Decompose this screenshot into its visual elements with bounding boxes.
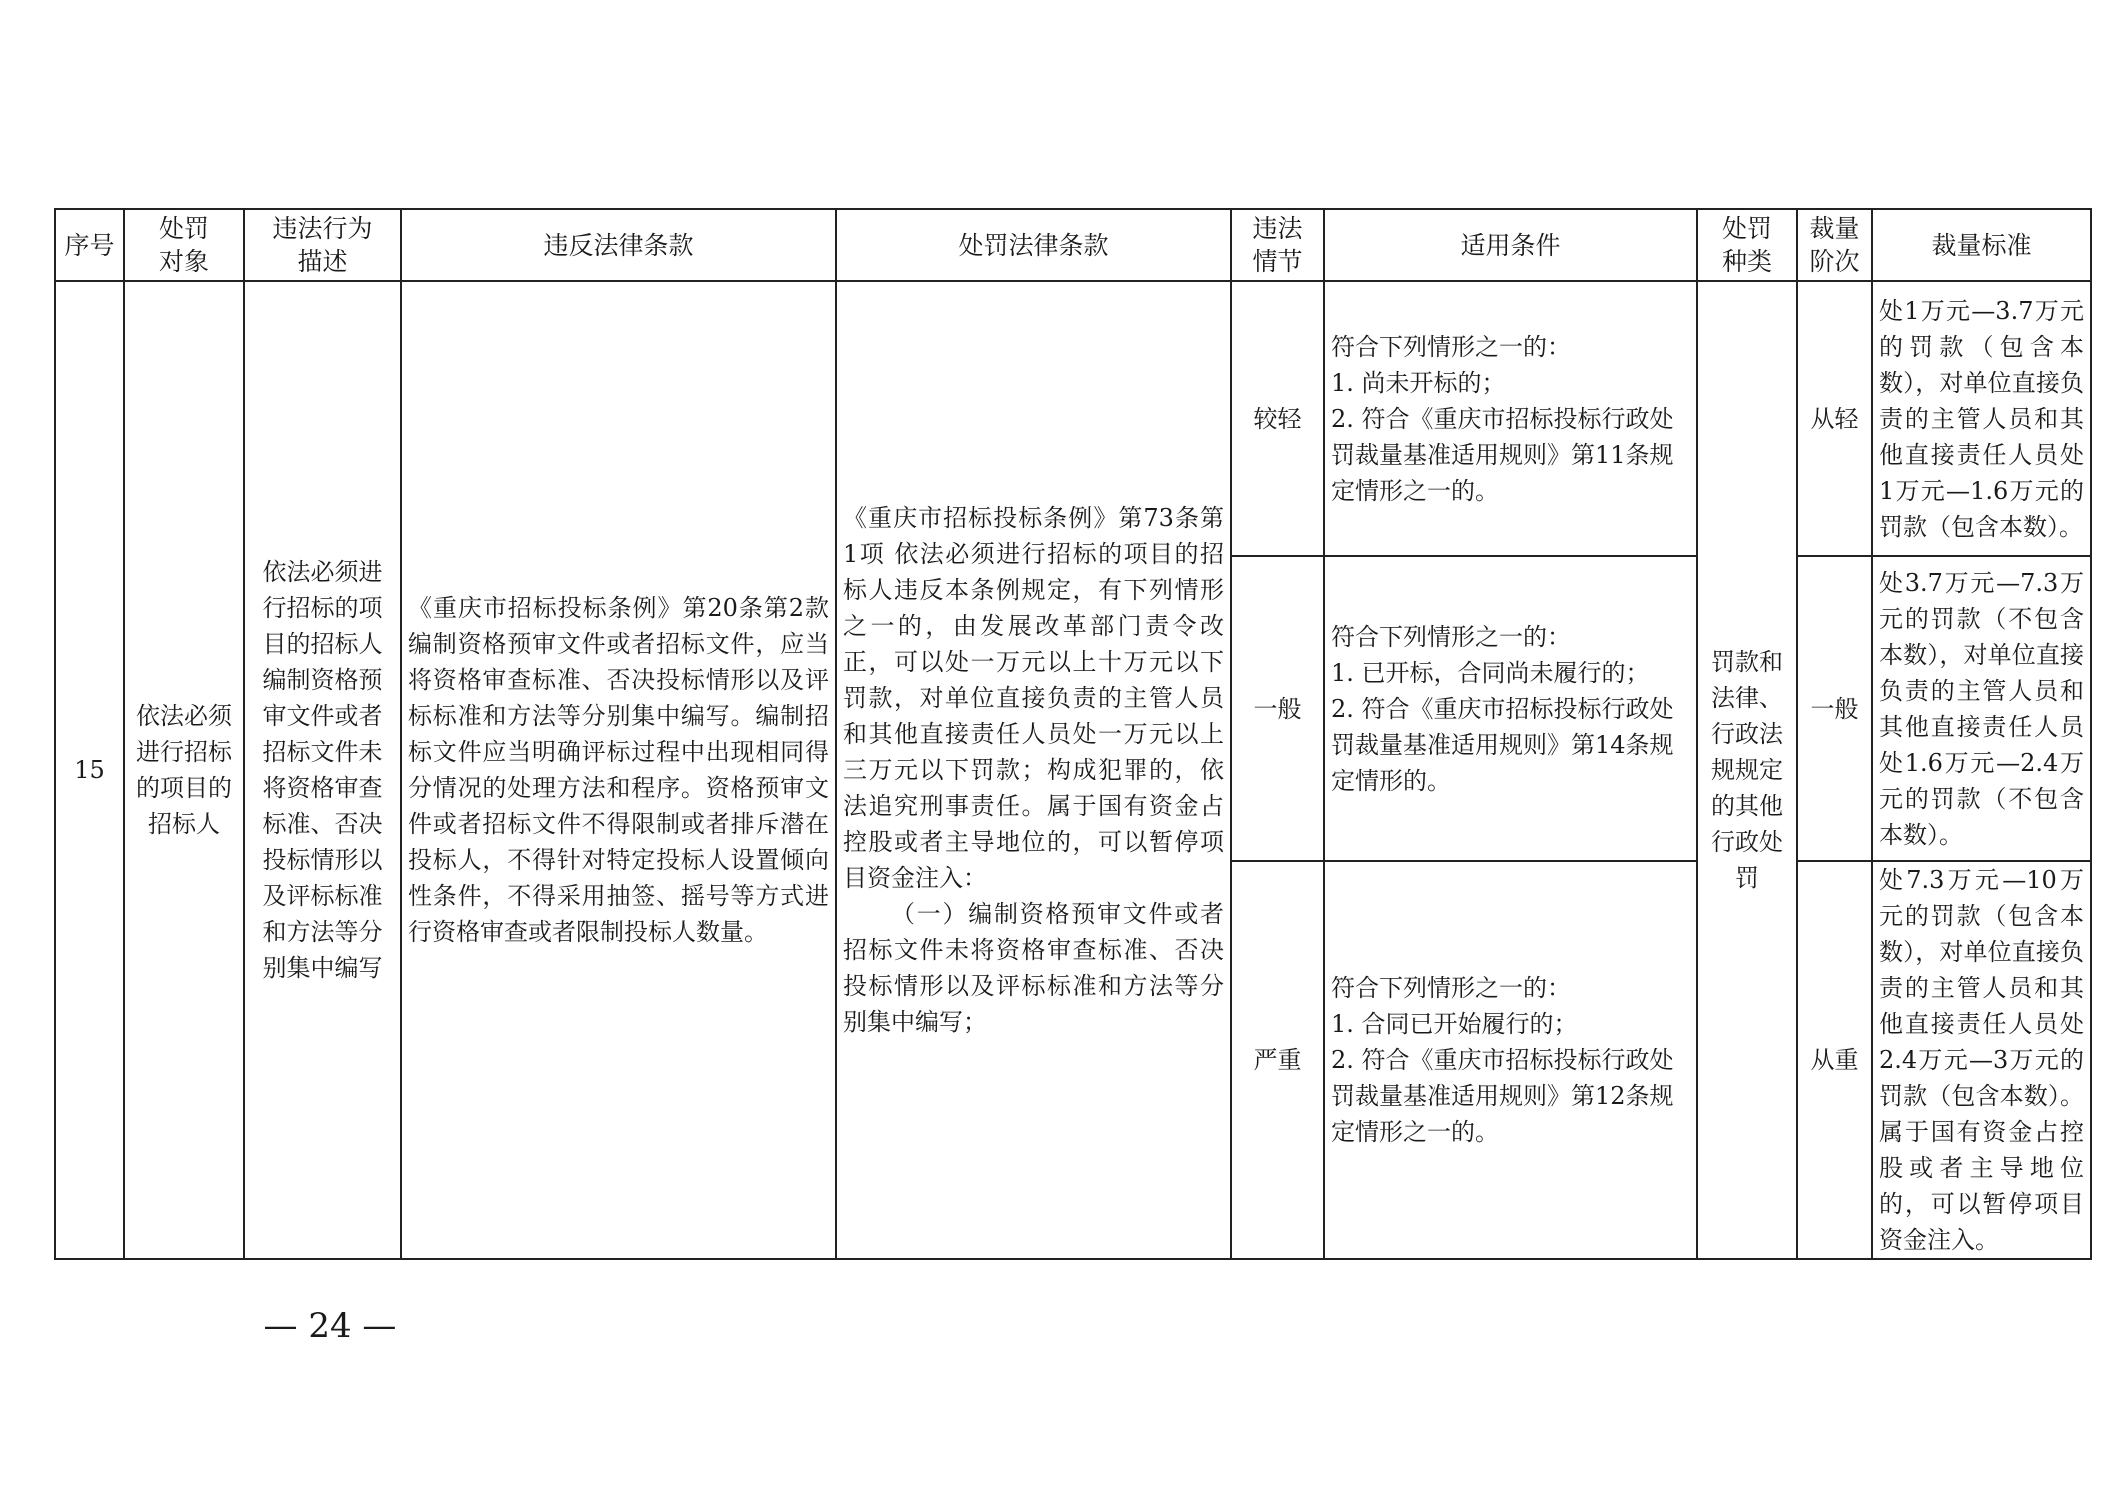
cell-level-normal: 一般 [1797, 556, 1872, 861]
cell-standard-normal: 处3.7万元—7.3万元的罚款（不包含本数），对单位直接负责的主管人员和其他直接责任人员处1.6万元—2.4万元的罚款（不包含本数）。 [1872, 556, 2091, 861]
page-number: — 24 — [263, 1306, 397, 1346]
header-target: 处罚 对象 [124, 209, 244, 281]
cell-level-severe: 从重 [1797, 861, 1872, 1259]
cell-condition-normal: 符合下列情形之一的： 1. 已开标，合同尚未履行的； 2. 符合《重庆市招标投标行政处罚裁量基准适用规则》第14条规定情形的。 [1324, 556, 1697, 861]
table-row [55, 281, 2091, 556]
header-level: 裁量 阶次 [1797, 209, 1872, 281]
cell-condition-severe: 符合下列情形之一的： 1. 合同已开始履行的； 2. 符合《重庆市招标投标行政处罚裁量基准适用规则》第12条规定情形之一的。 [1324, 861, 1697, 1259]
cell-target: 依法必须进行招标的项目的招标人 [124, 281, 244, 1259]
cell-behavior: 依法必须进行招标的项目的招标人编制资格预审文件或者招标文件未将资格审查标准、否决投标情形以及评标标准和方法等分别集中编写 [244, 281, 401, 1259]
cell-condition-light: 符合下列情形之一的： 1. 尚未开标的； 2. 符合《重庆市招标投标行政处罚裁量基准适用规则》第11条规定情形之一的。 [1324, 281, 1697, 556]
cell-standard-severe: 处7.3万元—10万元的罚款（包含本数），对单位直接负责的主管人员和其他直接责任人员处2.4万元—3万元的罚款（包含本数）。属于国有资金占控股或者主导地位的，可以暂停项目资金注入。 [1872, 861, 2091, 1259]
header-condition: 适用条件 [1324, 209, 1697, 281]
penalty-clause-main: 《重庆市招标投标条例》第73条第1项 依法必须进行招标的项目的招标人违反本条例规定，有下列情形之一的，由发展改革部门责令改正，可以处一万元以上十万元以下罚款，对单位直接负责的主管人员和其他直接责任人员处一万元以上三万元以下罚款；构成犯罪的，依法追究刑事责任。属于国有资金占控股或者主导地位的，可以暂停项目资金注入： [843, 504, 1224, 892]
cell-level-light: 从轻 [1797, 281, 1872, 556]
header-circumstance: 违法 情节 [1231, 209, 1324, 281]
header-seq: 序号 [55, 209, 124, 281]
header-row [55, 209, 2091, 281]
header-violated-clause: 违反法律条款 [401, 209, 836, 281]
cell-penalty-clause [836, 281, 1231, 1259]
cell-circumstance-severe: 严重 [1231, 861, 1324, 1259]
header-penalty-type: 处罚 种类 [1697, 209, 1797, 281]
cell-circumstance-light: 较轻 [1231, 281, 1324, 556]
header-standard: 裁量标准 [1872, 209, 2091, 281]
penalty-clause-item: （一）编制资格预审文件或者招标文件未将资格审查标准、否决投标情形以及评标标准和方法等分别集中编写； [843, 900, 1224, 1036]
cell-seq: 15 [55, 281, 124, 1259]
cell-violated-clause: 《重庆市招标投标条例》第20条第2款 编制资格预审文件或者招标文件，应当将资格审查标准、否决投标情形以及评标标准和方法等分别集中编写。编制招标文件应当明确评标过程中出现相同得分情况的处理方法和程序。资格预审文件或者招标文件不得限制或者排斥潜在投标人，不得针对特定投标人设置倾向性条件，不得采用抽签、摇号等方式进行资格审查或者限制投标人数量。 [401, 281, 836, 1259]
cell-penalty-type: 罚款和法律、行政法规规定的其他行政处罚 [1697, 281, 1797, 1259]
penalty-discretion-table [54, 208, 2092, 1260]
cell-circumstance-normal: 一般 [1231, 556, 1324, 861]
cell-standard-light: 处1万元—3.7万元的罚款（包含本数），对单位直接负责的主管人员和其他直接责任人员处1万元—1.6万元的罚款（包含本数）。 [1872, 281, 2091, 556]
header-penalty-clause: 处罚法律条款 [836, 209, 1231, 281]
header-behavior: 违法行为 描述 [244, 209, 401, 281]
